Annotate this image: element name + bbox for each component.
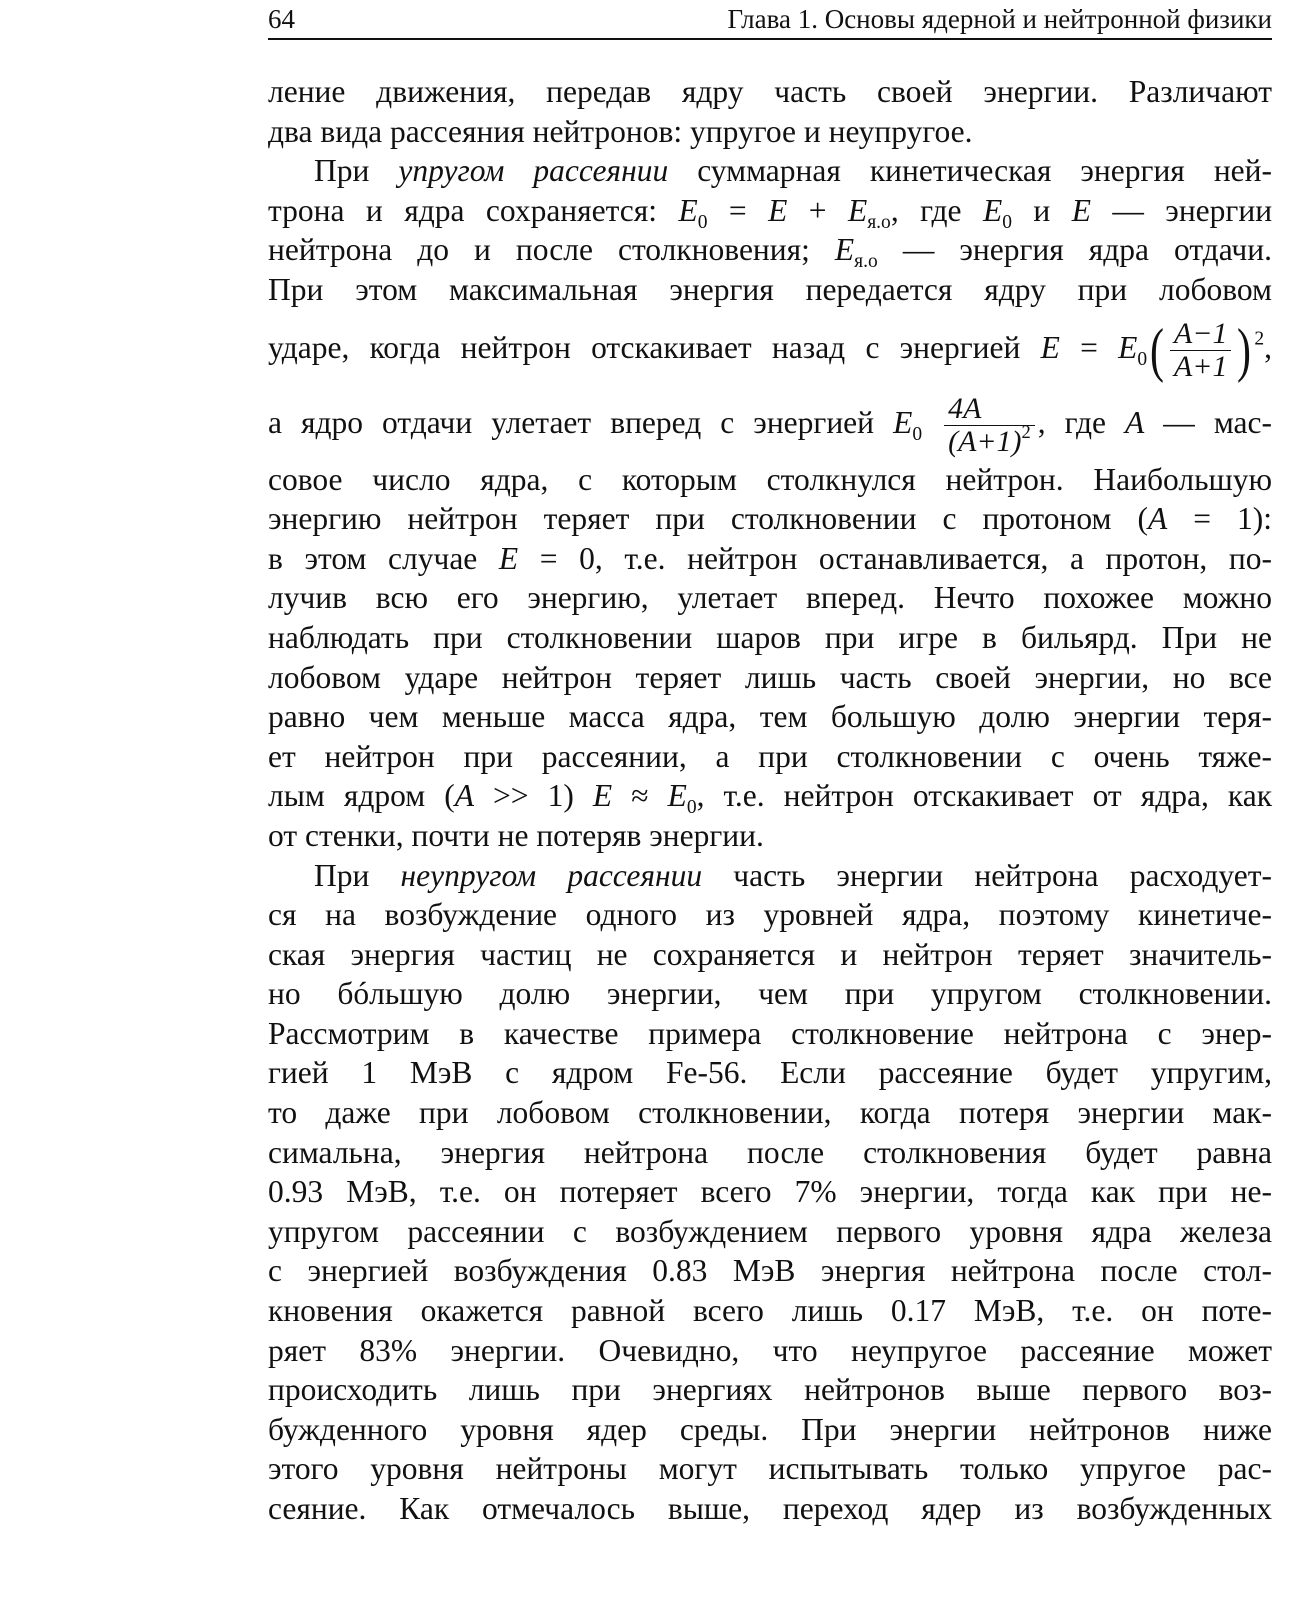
formula-line: ударе, когда нейтрон отскакивает назад с энергией $E = E_0$( $\frac{A-1}{A+1}$ ) $^2$, xyxy=(268,317,1273,384)
text-line: 0.93 МэВ, т.е. он потеряет всего 7% энергии, тогда как при не- xyxy=(268,1174,1272,1210)
term-inelastic-scattering: неупругом рассеянии xyxy=(400,857,703,893)
text-line: энергию нейтрон теряет при столкновении с протоном (A = 1): xyxy=(268,501,1272,537)
text-line: бужденного уровня ядер среды. При энергии нейтронов ниже xyxy=(268,1411,1272,1447)
text-line: ряет 83% энергии. Очевидно, что неупругое рассеяние может xyxy=(268,1332,1272,1368)
body-text xyxy=(268,72,1272,1529)
text-line: ление движения, передав ядру часть своей энергии. Различают xyxy=(268,74,1272,109)
text-line: два вида рассеяния нейтронов: упругое и неупругое. xyxy=(268,113,973,149)
text-line: ет нейтрон при рассеянии, а при столкновении с очень тяже- xyxy=(268,738,1272,774)
text-line: сеяние. Как отмечалось выше, переход ядер из возбужденных xyxy=(268,1491,1272,1526)
text-line: но бóльшую долю энергии, чем при упругом столкновении. xyxy=(268,976,1272,1012)
text-line: симальна, энергия нейтрона после столкновения будет равна xyxy=(268,1134,1272,1170)
text-line: лучив всю его энергию, улетает вперед. Нечто похожее можно xyxy=(268,580,1272,616)
term-elastic-scattering: упругом рассеянии xyxy=(398,153,669,189)
chapter-title: Глава 1. Основы ядерной и нейтронной физики xyxy=(727,4,1272,34)
text-line: то даже при лобовом столкновении, когда потеря энергии мак- xyxy=(268,1095,1272,1131)
text-line: кновения окажется равной всего лишь 0.17 МэВ, т.е. он поте- xyxy=(268,1293,1272,1329)
text-line: лым ядром (A >> 1) $E \approx E_0$, т.е. нейтрон отскакивает от ядра, как xyxy=(268,778,1273,819)
formula-recoil-energy: $E_0$ $\frac{4A}{(A+1)^2}$ xyxy=(893,405,1038,440)
text-line: ся на возбуждение одного из уровней ядра, поэтому кинетиче- xyxy=(268,897,1272,933)
page-number: 64 xyxy=(268,4,295,34)
text-line: в этом случае E = 0, т.е. нейтрон останавливается, а протон, по- xyxy=(268,540,1273,576)
text-line: Рассмотрим в качестве примера столкновение нейтрона с энер- xyxy=(268,1015,1272,1051)
text-line: нейтрона до и после столкновения; $E_{я.о}$ — энергия ядра отдачи. xyxy=(268,232,1273,273)
text-line: происходить лишь при энергиях нейтронов выше первого воз- xyxy=(268,1372,1272,1408)
text-line: этого уровня нейтроны могут испытывать только упругое рас- xyxy=(268,1451,1272,1487)
text-line: При неупругом рассеянии часть энергии нейтрона расходует- xyxy=(314,857,1272,893)
formula-backscatter-energy: $E = E_0$( $\frac{A-1}{A+1}$ ) $^2$, xyxy=(1040,317,1273,384)
text-line: гией 1 МэВ с ядром Fe-56. Если рассеяние будет упругим, xyxy=(268,1055,1272,1091)
text-line: При упругом рассеянии суммарная кинетическая энергия ней- xyxy=(314,153,1273,189)
text-line: равно чем меньше масса ядра, тем большую долю энергии теря- xyxy=(268,699,1272,735)
running-head xyxy=(268,4,1272,40)
formula-line: а ядро отдачи улетает вперед с энергией $E_0$ $\frac{4A}{(A+1)^2}$ , где A — мас- xyxy=(268,392,1272,458)
text-line: При этом максимальная энергия передается ядру при лобовом xyxy=(268,271,1272,307)
text-line: ская энергия частиц не сохраняется и нейтрон теряет значитель- xyxy=(268,936,1272,972)
text-line: упругом рассеянии с возбуждением первого уровня ядра железа xyxy=(268,1213,1272,1249)
text-line: лобовом ударе нейтрон теряет лишь часть своей энергии, но все xyxy=(268,659,1272,695)
text-line: наблюдать при столкновении шаров при игре в бильярд. При не xyxy=(268,619,1272,655)
text-line: совое число ядра, с которым столкнулся нейтрон. Наибольшую xyxy=(268,461,1272,497)
text-line: трона и ядра сохраняется: $E_0 = E + E_{я.о}$, где $E_0$ и E — энергии xyxy=(268,192,1273,233)
text-line: с энергией возбуждения 0.83 МэВ энергия нейтрона после стол- xyxy=(268,1253,1272,1289)
text-line: от стенки, почти не потеряв энергии. xyxy=(268,817,764,853)
